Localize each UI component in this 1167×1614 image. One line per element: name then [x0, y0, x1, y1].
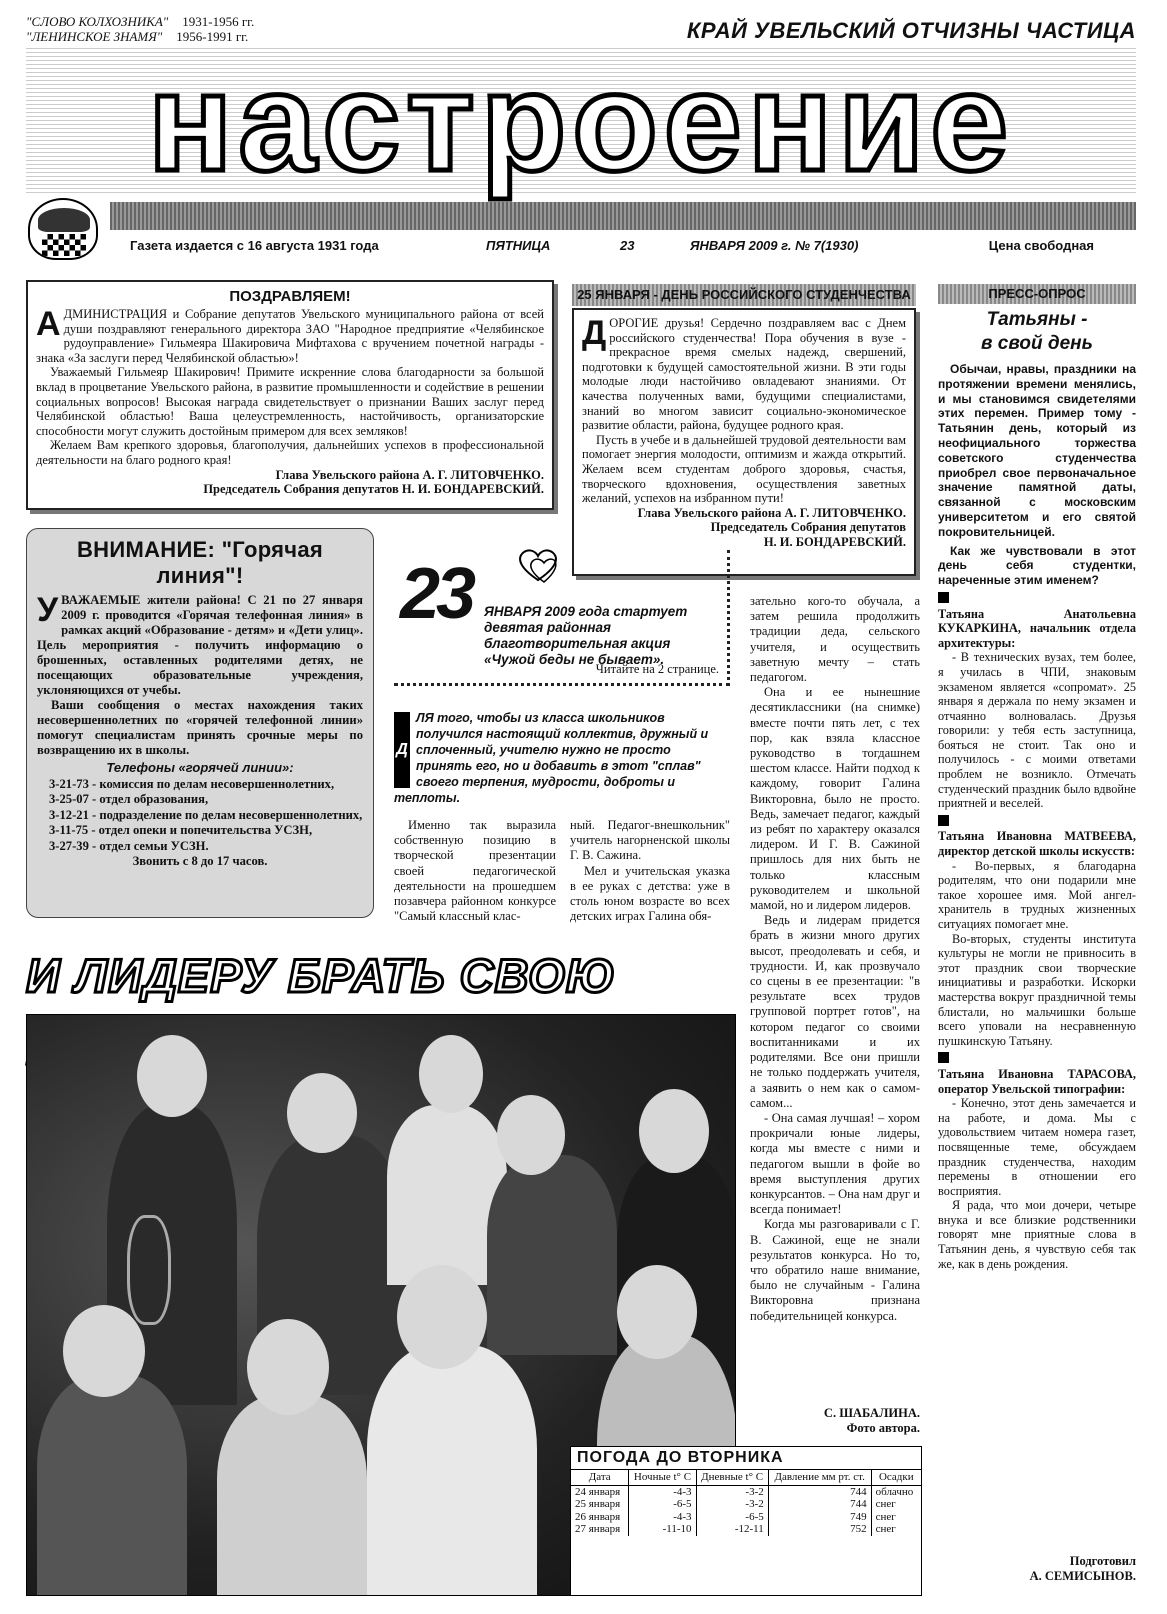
photo-credit: Фото автора.	[846, 1421, 920, 1435]
promo-continue: Читайте на 2 странице.	[595, 662, 719, 676]
slogan: КРАЙ УВЕЛЬСКИЙ ОТЧИЗНЫ ЧАСТИЦА	[686, 18, 1136, 43]
press-poll-column	[938, 306, 1136, 1596]
hotline-box	[26, 528, 374, 918]
congrats-dropcap: А	[36, 305, 61, 343]
former-titles	[26, 14, 254, 44]
promo-date-number: 23	[400, 554, 473, 634]
article-paragraph: ный. Педагог-внешкольник" учитель нагорненской школы Г. В. Сажина.	[570, 818, 730, 863]
coat-of-arms-icon	[28, 198, 98, 260]
newspaper-title: настроение	[26, 48, 1136, 196]
congrats-signature: Председатель Собрания депутатов Н. И. БОНДАРЕВСКИЙ.	[203, 482, 544, 497]
article-paragraph: Именно так выразила собственную позицию в творческой презентации своей педагогической деятельности на прошедшем позавчера районном конкурсе "Самый классный клас-	[394, 818, 556, 924]
respondent-answer: Во-вторых, студенты института культуры не могли не привносить в этот праздник свои творческие инициативы и разработки. Искорки мастерства вокруг праздничной темы блистали, но мальчишки больше всего уповали на несравненную пушкинскую Татьяну.	[938, 931, 1136, 1048]
hotline-phone: 3-25-07 - отдел образования,	[49, 792, 209, 807]
weather-col-header: Ночные t° C	[629, 1470, 696, 1486]
table-row: 25 января -6-5 -3-2 744 снег	[571, 1498, 921, 1510]
students-day-heading: 25 ЯНВАРЯ - ДЕНЬ РОССИЙСКОГО СТУДЕНЧЕСТВА	[572, 284, 916, 306]
hotline-phone: 3-21-73 - комиссия по делам несовершеннолетних,	[49, 777, 335, 791]
congrats-paragraph: ДМИНИСТРАЦИЯ и Собрание депутатов Увельского муниципального района от всей души поздравляют генерального директора ЗАО "Народное предприятие «Челябинское рудоуправление» Гильмеяра Шакировича Мифтахова с вручением почетной награды - знака «За заслуги перед Челябинской областью»!	[36, 307, 544, 365]
students-signature: Н. И. БОНДАРЕВСКИЙ.	[763, 534, 906, 549]
former-title-name: "ЛЕНИНСКОЕ ЗНАМЯ"	[26, 29, 163, 44]
weather-col-header: Давление мм рт. ст.	[768, 1470, 871, 1486]
respondent-answer: - Во-первых, я благодарна родителям, что они подарили мне такое хорошее имя. Мой ангел-хранитель в трудных жизненных ситуациях помогает мне.	[938, 858, 1136, 932]
hotline-heading: ВНИМАНИЕ: "Горячая линия"!	[76, 537, 324, 588]
hotline-phone: 3-27-39 - отдел семьи УСЗН.	[49, 838, 209, 853]
article-paragraph: зательно кого-то обучала, а затем решила продолжить традиции деда, сельского учителя, и осуществить заветную мечту – стать педагогом.	[750, 594, 920, 685]
title-underline-bar	[110, 202, 1136, 230]
students-signature: Глава Увельского района А. Г. ЛИТОВЧЕНКО.	[637, 505, 906, 520]
hotline-hours: Звонить с 8 до 17 часов.	[132, 854, 268, 869]
hotline-paragraph: Ваши сообщения о местах нахождения таких несовершеннолетних по «горячей телефонной линии» помогут специалистам принять срочные меры по возвращению их в школы.	[37, 698, 363, 757]
table-row: 24 января -4-3 -3-2 744 облачно	[571, 1486, 921, 1499]
press-lead: Обычаи, нравы, праздники на протяжении времени менялись, и мы становимся свидетелями этих перемен. Пример тому - Татьянин день, который из неофициального торжества советского студенчества приобрел свое первоначальное значение памятной даты, связанной с московским университетом и его святой покровительницей.	[938, 362, 1136, 539]
students-dropcap: Д	[582, 314, 607, 352]
article-lead-text: ЛЯ того, чтобы из класса школьников получился настоящий коллектив, дружный и сплоченный, учителю нужно не просто принять его, но и добавить в этот "сплав" своего терпения, мудрости, доброты и теплоты.	[394, 711, 709, 805]
press-signature: Подготовил А. СЕМИСЫНОВ.	[1029, 1554, 1136, 1583]
since-text: Газета издается с 16 августа 1931 года	[130, 238, 379, 253]
article-paragraph: Она и ее нынешние десятиклассники (на снимке) вместе почти пять лет, с тех пор, как взяла классное руководство в тогдашнем шестом классе. Найти подход к каждому, говорит Галина Викторовна, было не просто. Ведь, замечает педагог, каждый из ребят по характеру оказался лидером. И Г. В. Сажиной пришлось для них быть не только классным руководителем и школьной мамой, но и лидером лидеров.	[750, 685, 920, 913]
article-headline: И ЛИДЕРУ БРАТЬ СВОЮ	[26, 949, 616, 1002]
article-paragraph: - Она самая лучшая! – хором прокричали юные лидеры, когда мы вместе с ними и педагогом вышли в фойе во время выступления других конкурсантов. – Она нам друг и всегда понимает!	[750, 1110, 920, 1217]
former-title-name: "СЛОВО КОЛХОЗНИКА"	[26, 14, 169, 29]
weekday: ПЯТНИЦА	[486, 238, 551, 253]
respondent-answer: - Конечно, этот день замечается и на работе, и дома. Мы с удовольствием читаем номера газет, посвященные теме, обсуждаем праздник студенчества, находим перемены в отношении его восприятия.	[938, 1096, 1136, 1198]
press-poll-heading: ПРЕСС-ОПРОС	[938, 284, 1136, 304]
students-paragraph: ОРОГИЕ друзья! Сердечно поздравляем вас с Днем российского студенчества! Пора обучения в вузе - прекрасное время смелых надежд, свершений, подготовки к будущей самостоятельной жизни. В эти годы молодые люди настойчиво овладевают знаниями. От качества полученных вами, будущими специалистами, знаний во многом зависит социально-экономическое развитие области, района, будущее родного края.	[582, 316, 906, 433]
guitar-icon	[127, 1215, 171, 1325]
students-day-box	[572, 308, 916, 576]
price: Цена свободная	[988, 238, 1094, 253]
press-question: Как же чувствовали в этот день себя студентки, нареченные этим именем?	[938, 543, 1136, 588]
issue-date-number: ЯНВАРЯ 2009 г. № 7(1930)	[690, 238, 859, 253]
former-title-years: 1956-1991 гг.	[176, 29, 249, 44]
hotline-phone: 3-12-21 - подразделение по делам несовершеннолетних,	[49, 807, 363, 822]
issue-day: 23	[620, 238, 635, 253]
weather-col-header: Дата	[571, 1470, 629, 1486]
respondent-answer: - В технических вузах, тем более, я училась в ЧПИ, знаковым экзаменом является «сопромат». 25 января я держала по нему экзамен и отчаянно волновалась. Друзья говорили: у тебя есть заступница, бояться не стоит. Так оно и получилось - с моими ответами проблем не возникло. Отмечать студенческий праздник было вдвойне приятней и веселей.	[938, 650, 1136, 811]
former-title-years: 1931-1956 гг.	[182, 14, 255, 29]
table-row: 26 января -4-3 -6-5 749 снег	[571, 1511, 921, 1523]
table-row: 27 января -11-10 -12-11 752 снег	[571, 1523, 921, 1535]
students-paragraph: Пусть в учебе и в дальнейшей трудовой деятельности вам помогает энергия молодости, оптимизм и жажда открытий. Желаем всем студентам доброго здоровья, счастья, творческого вдохновения, осуществления заветных желаний, успехов на избранном пути!	[582, 432, 906, 506]
respondent-answer: Я рада, что мои дочери, четыре внука и все близкие родственники говорят мне приятные слова в Татьянин день, я чувствую себя так же, как в день рождения.	[938, 1198, 1136, 1271]
press-title: Татьяны - в свой день	[981, 309, 1093, 354]
respondent-name: Татьяна Ивановна ТАРАСОВА, оператор Увельской типографии:	[938, 1066, 1136, 1096]
hotline-dropcap: У	[37, 591, 59, 629]
article-column	[570, 818, 730, 928]
issue-info-bar	[130, 238, 1136, 258]
respondent-name: Татьяна Ивановна МАТВЕЕВА, директор детской школы искусств:	[938, 829, 1136, 859]
bullet-square-icon	[938, 1052, 949, 1063]
congrats-paragraph: Уважаемый Гильмеяр Шакирович! Примите искренние слова благодарности за большой вклад в процветание Увельского района, в развитие промышленности и содействие в решении социальных вопросов! Высокая награда свидетельствует о признании Ваших заслуг перед Челябинской областью! Ваша целеустремленность, настойчивость, организаторские способности могут служить достойным примером для всех земляков!	[36, 365, 544, 438]
article-dropcap: Д	[394, 712, 410, 788]
weather-col-header: Осадки	[871, 1470, 921, 1486]
bullet-square-icon	[938, 592, 949, 603]
congrats-signature: Глава Увельского района А. Г. ЛИТОВЧЕНКО.	[275, 467, 544, 482]
hotline-phones-heading: Телефоны «горячей линии»:	[106, 760, 294, 775]
weather-heading: ПОГОДА ДО ВТОРНИКА	[571, 1447, 921, 1470]
hotline-paragraph: ВАЖАЕМЫЕ жители района! С 21 по 27 января 2009 г. проводится «Горячая телефонная линия» в рамках акций «Образование - детям» и «Дети улиц». Цель мероприятия - получить информацию о брошенных, оставленных родителями детях, не посещающих образовательные учреждения, уклоняющихся от учебы.	[37, 593, 363, 697]
weather-col-header: Дневные t° C	[696, 1470, 768, 1486]
bullet-square-icon	[938, 815, 949, 826]
respondent-name: Татьяна Анатольевна КУКАРКИНА, начальник отдела архитектуры:	[938, 606, 1136, 650]
hotline-phone: 3-11-75 - отдел опеки и попечительства УСЗН,	[49, 823, 313, 838]
congrats-paragraph: Желаем Вам крепкого здоровья, благополучия, дальнейших успехов в профессиональной деятельности на благо родного края!	[36, 438, 544, 467]
article-paragraph: Мел и учительская указка в ее руках с детства: уже в столь юном возрасте во всех детских играх Галина обя-	[570, 863, 730, 924]
congrats-heading: ПОЗДРАВЛЯЕМ!	[229, 288, 351, 305]
promo-text: ЯНВАРЯ 2009 года стартует девятая районная благотворительная акция «Чужой беды не бывает».	[484, 604, 688, 667]
article-author: С. ШАБАЛИНА.	[823, 1406, 920, 1420]
charity-heart-logo-icon	[500, 540, 560, 584]
article-column	[394, 818, 556, 928]
weather-table	[570, 1446, 922, 1596]
article-lead	[394, 710, 728, 814]
article-byline	[750, 1406, 920, 1436]
students-signature: Председатель Собрания депутатов	[710, 520, 906, 535]
charity-promo	[394, 550, 730, 686]
congrats-box	[26, 280, 554, 510]
article-paragraph: Когда мы разговаривали с Г. В. Сажиной, еще не знали результатов конкурса. Но то, что обратило наше внимание, было не случайным - Галина Викторовна признана победительницей конкурса.	[750, 1217, 920, 1323]
article-paragraph: Ведь и лидерам придется брать в жизни много других высот, преодолевать и себя, и трудности. И, как прозвучало со сцены в ее презентации: "в результате всех трудов групповой портрет готов", на котором педагог со своими воспитанниками и их родителями. Все они пришли не только поддержать учителя, а заявить о нем как о самом-самом...	[750, 913, 920, 1110]
